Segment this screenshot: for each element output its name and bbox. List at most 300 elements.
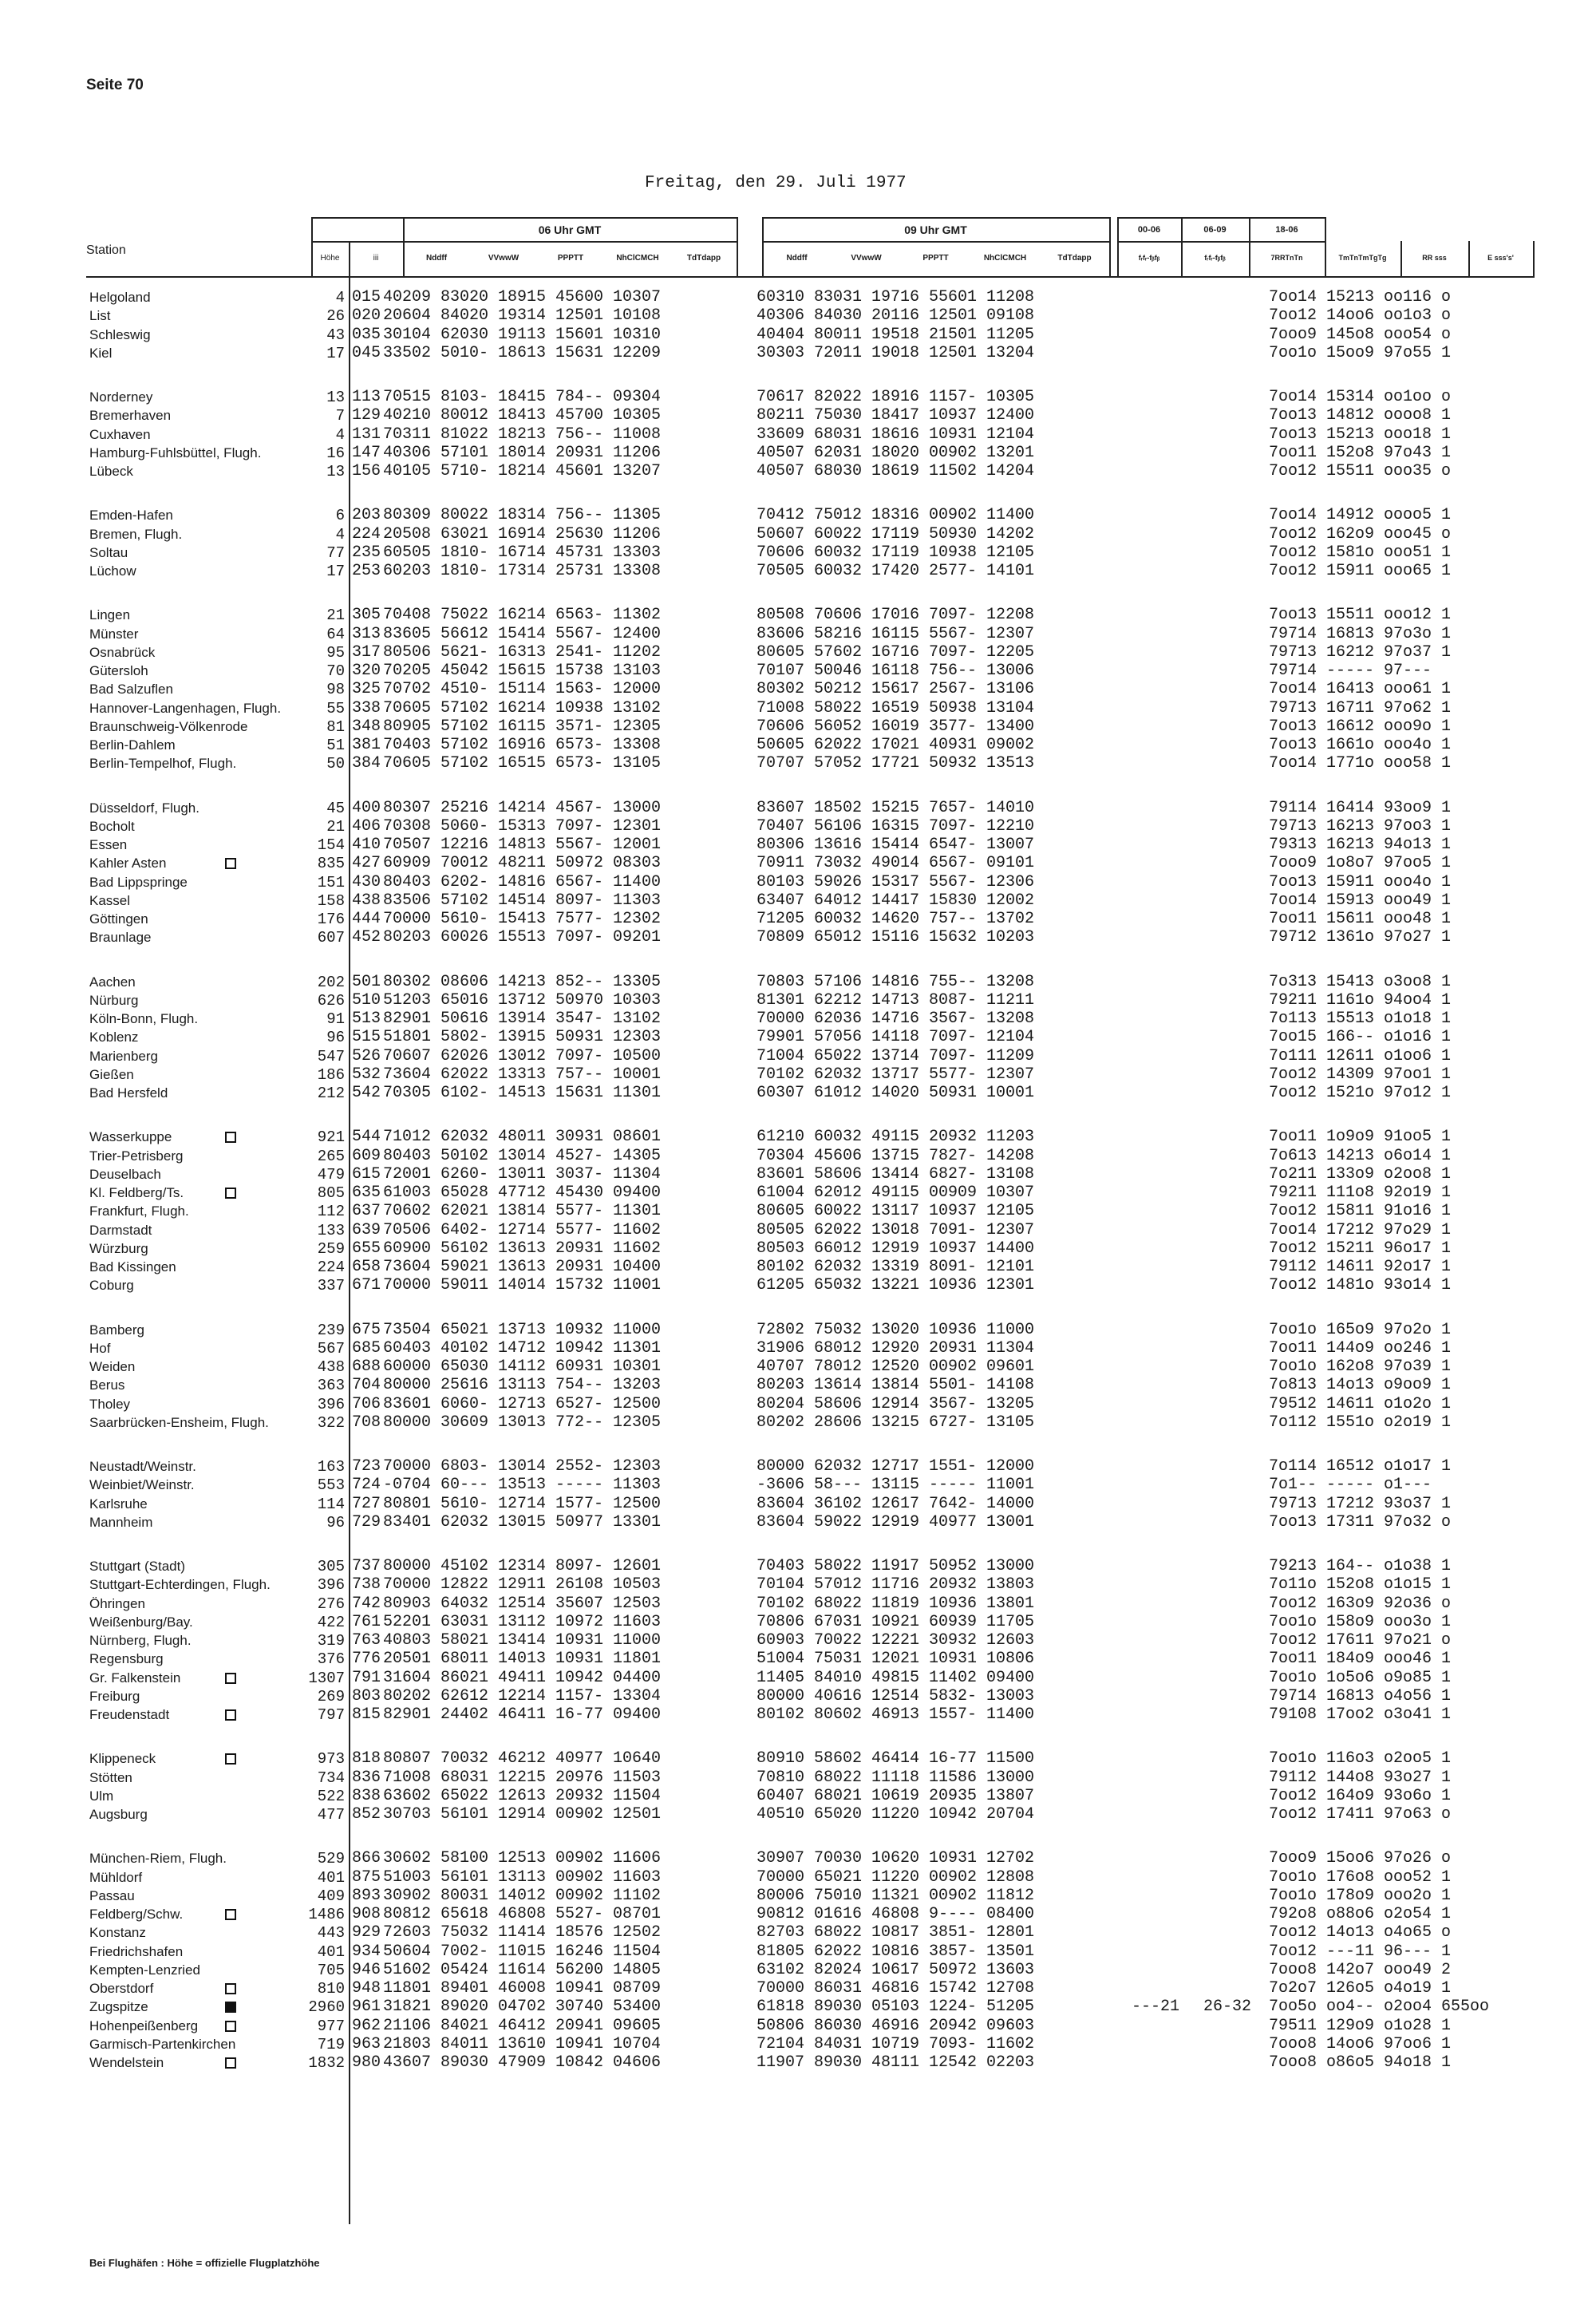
station-index: 348 xyxy=(352,717,381,736)
station-name: Karlsruhe xyxy=(89,1496,148,1512)
station-height: 239 xyxy=(317,1322,345,1339)
rr24-header: RR sss xyxy=(1422,254,1447,262)
station-index: 852 xyxy=(352,1805,381,1824)
station-name: Freudenstadt xyxy=(89,1707,170,1722)
obs-06-values: 21106 84021 46412 20941 09605 xyxy=(383,2017,662,2035)
station-index: 430 xyxy=(352,873,381,891)
station-name: Berlin-Tempelhof, Flugh. xyxy=(89,756,237,771)
extremes-values: 7o11o 152o8 o1o15 1 xyxy=(1269,1575,1452,1594)
obs-09-values: 70617 82022 18916 1157- 10305 xyxy=(757,388,1035,406)
station-name: Kassel xyxy=(89,893,131,908)
station-marker-icon xyxy=(225,1132,236,1143)
obs-09-values: 80103 59026 15317 5567- 12306 xyxy=(757,873,1035,891)
ff-change-2: 26-32 xyxy=(1203,1998,1252,2016)
station-marker-icon xyxy=(225,2057,236,2069)
obs-06-values: 51801 5802- 13915 50931 12303 xyxy=(383,1028,662,1046)
station-height: 95 xyxy=(326,644,345,662)
station-height: 224 xyxy=(317,1259,345,1276)
station-height: 98 xyxy=(326,681,345,698)
station-name: Köln-Bonn, Flugh. xyxy=(89,1011,199,1026)
obs-06-values: 80801 5610- 12714 1577- 12500 xyxy=(383,1495,662,1513)
station-height: 17 xyxy=(326,345,345,362)
obs-06-values: 73504 65021 13713 10932 11000 xyxy=(383,1321,662,1339)
extremes-values: 7oo1o 1o5o6 o9o85 1 xyxy=(1269,1669,1452,1687)
station-height: 319 xyxy=(317,1632,345,1650)
station-height: 2960 xyxy=(308,1998,345,2016)
station-height: 337 xyxy=(317,1277,345,1294)
obs-09-values: 30907 70030 10620 10931 12702 xyxy=(757,1849,1035,1867)
obs-09-values: 80605 60022 13117 10937 12105 xyxy=(757,1202,1035,1220)
station-name: List xyxy=(89,308,111,323)
obs-06-values: 70602 62021 13814 5577- 11301 xyxy=(383,1202,662,1220)
station-index: 532 xyxy=(352,1065,381,1084)
obs-06-values: 61003 65028 47712 45430 09400 xyxy=(383,1184,662,1202)
extremes-values: 7oo12 163o9 92o36 o xyxy=(1269,1595,1452,1613)
station-height: 176 xyxy=(317,911,345,928)
station-height: 396 xyxy=(317,1576,345,1594)
station-name: Neustadt/Weinstr. xyxy=(89,1459,196,1474)
hour-06-header: 06 Uhr GMT xyxy=(538,223,602,236)
obs-06-values: 30703 56101 12914 00902 12501 xyxy=(383,1805,662,1824)
obs-09-values: 80006 75010 11321 00902 11812 xyxy=(757,1887,1035,1905)
obs-09-values: 70104 57012 11716 20932 13803 xyxy=(757,1575,1035,1594)
extremes-values: 79511 129o9 o1o28 1 xyxy=(1269,2017,1452,2035)
obs-06-values: 51602 05424 11614 56200 14805 xyxy=(383,1961,662,1979)
obs-06-values: 40105 5710- 18214 45601 13207 xyxy=(383,462,662,480)
station-name: Trier-Petrisberg xyxy=(89,1148,184,1164)
obs-06-values: 33502 5010- 18613 15631 12209 xyxy=(383,344,662,362)
obs-09-values: 40507 62031 18020 00902 13201 xyxy=(757,444,1035,462)
period-06-09-header: 06-09 xyxy=(1203,225,1227,235)
station-name: Freiburg xyxy=(89,1689,140,1704)
extremes-values: 7oo5o oo4-- o2oo4 655oo xyxy=(1269,1998,1490,2016)
obs-09-values: 90812 01616 46808 9---- 08400 xyxy=(757,1905,1035,1923)
obs-09-values: 63102 82024 10617 50972 13603 xyxy=(757,1961,1035,1979)
obs-06-values: 51203 65016 13712 50970 10303 xyxy=(383,991,662,1010)
extremes-values: 7oo1o 178o9 ooo2o 1 xyxy=(1269,1887,1452,1905)
station-height: 55 xyxy=(326,700,345,717)
obs-09-values: 80204 58606 12914 3567- 13205 xyxy=(757,1395,1035,1413)
ff-change-1: ---21 xyxy=(1132,1998,1180,2016)
station-index: 406 xyxy=(352,817,381,836)
station-height: 45 xyxy=(326,800,345,817)
obs-06-values: 43607 89030 47909 10842 04606 xyxy=(383,2053,662,2072)
extremes-values: 7o613 14213 o6o14 1 xyxy=(1269,1147,1452,1165)
obs-09-values: 83604 36102 12617 7642- 14000 xyxy=(757,1495,1035,1513)
period-00-06-header: 00-06 xyxy=(1137,225,1161,235)
station-index: 708 xyxy=(352,1413,381,1432)
hoehe-header: Höhe xyxy=(320,254,340,263)
obs-09-values: 70806 67031 10921 60939 11705 xyxy=(757,1613,1035,1631)
extremes-values: 7o2o7 126o5 o4o19 1 xyxy=(1269,1979,1452,1998)
station-height: 443 xyxy=(317,1924,345,1942)
station-height: 734 xyxy=(317,1769,345,1787)
obs-09-values: 51004 75031 12021 10931 10806 xyxy=(757,1650,1035,1668)
obs-09-values: 70412 75012 18316 00902 11400 xyxy=(757,506,1035,524)
extremes-values: 7oo12 1581o ooo51 1 xyxy=(1269,543,1452,562)
station-height: 43 xyxy=(326,326,345,344)
station-height: 553 xyxy=(317,1476,345,1494)
station-name: Kl. Feldberg/Ts. xyxy=(89,1185,184,1200)
extremes-values: 7oo14 15913 ooo49 1 xyxy=(1269,891,1452,910)
obs-06-values: 83601 6060- 12713 6527- 12500 xyxy=(383,1395,662,1413)
tdapp-09-header: TdTdapp xyxy=(1057,254,1092,263)
extremes-values: 7oo11 144o9 oo246 1 xyxy=(1269,1339,1452,1358)
obs-06-values: 60909 70012 48211 50972 08303 xyxy=(383,854,662,872)
station-height: 797 xyxy=(317,1706,345,1724)
obs-06-values: 60900 56102 13613 20931 11602 xyxy=(383,1239,662,1258)
extremes-values: 79713 17212 93o37 1 xyxy=(1269,1495,1452,1513)
station-name: Helgoland xyxy=(89,290,151,305)
extremes-values: 7oo1o 165o9 97o2o 1 xyxy=(1269,1321,1452,1339)
station-index: 893 xyxy=(352,1887,381,1905)
obs-06-values: 80403 50102 13014 4527- 14305 xyxy=(383,1147,662,1165)
station-index: 235 xyxy=(352,543,381,562)
obs-06-values: 70000 6803- 13014 2552- 12303 xyxy=(383,1457,662,1476)
extremes-values: 7oo1o 176o8 ooo52 1 xyxy=(1269,1868,1452,1887)
obs-06-values: 51003 56101 13113 00902 11603 xyxy=(383,1868,662,1887)
obs-09-values: 33609 68031 18616 10931 12104 xyxy=(757,425,1035,444)
obs-09-values: 11907 89030 48111 12542 02203 xyxy=(757,2053,1035,2072)
obs-09-values: 80202 28606 13215 6727- 13105 xyxy=(757,1413,1035,1432)
station-marker-icon xyxy=(225,1909,236,1920)
station-height: 13 xyxy=(326,389,345,406)
obs-09-values: 70505 60032 17420 2577- 14101 xyxy=(757,562,1035,580)
extremes-values: 7o313 15413 o3oo8 1 xyxy=(1269,973,1452,991)
station-name: Münster xyxy=(89,626,139,642)
obs-09-values: 70403 58022 11917 50952 13000 xyxy=(757,1557,1035,1575)
station-index: 513 xyxy=(352,1010,381,1028)
station-name: Göttingen xyxy=(89,911,148,927)
station-name: Stuttgart-Echterdingen, Flugh. xyxy=(89,1577,271,1592)
station-height: 77 xyxy=(326,544,345,562)
obs-09-values: 61004 62012 49115 00909 10307 xyxy=(757,1184,1035,1202)
obs-06-values: 73604 59021 13613 20931 10400 xyxy=(383,1258,662,1276)
extremes-values: 7oo1o 116o3 o2oo5 1 xyxy=(1269,1749,1452,1768)
station-index: 452 xyxy=(352,928,381,947)
station-name: Essen xyxy=(89,837,128,852)
extremes-values: 7oo12 15511 ooo35 o xyxy=(1269,462,1452,480)
station-name: Berlin-Dahlem xyxy=(89,737,176,753)
obs-09-values: 82703 68022 10817 3851- 12801 xyxy=(757,1923,1035,1942)
obs-09-values: 80505 62022 13018 7091- 12307 xyxy=(757,1221,1035,1239)
obs-06-values: 80309 80022 18314 756-- 11305 xyxy=(383,506,662,524)
station-index: 542 xyxy=(352,1084,381,1102)
extremes-values: 7oo12 17611 97o21 o xyxy=(1269,1631,1452,1650)
station-height: 401 xyxy=(317,1869,345,1887)
station-height: 422 xyxy=(317,1614,345,1631)
station-index: 738 xyxy=(352,1575,381,1594)
station-index: 020 xyxy=(352,306,381,325)
obs-06-values: 70605 57102 16515 6573- 13105 xyxy=(383,754,662,773)
station-index: 313 xyxy=(352,625,381,643)
station-index: 224 xyxy=(352,525,381,543)
station-height: 363 xyxy=(317,1377,345,1394)
obs-06-values: 20604 84020 19314 12501 10108 xyxy=(383,306,662,325)
station-name: Hamburg-Fuhlsbüttel, Flugh. xyxy=(89,445,262,460)
obs-06-values: 83401 62032 13015 50977 13301 xyxy=(383,1513,662,1531)
station-height: 70 xyxy=(326,662,345,680)
obs-06-values: 30602 58100 12513 00902 11606 xyxy=(383,1849,662,1867)
extremes-values: 79714 16813 97o3o 1 xyxy=(1269,625,1452,643)
station-height: 163 xyxy=(317,1458,345,1476)
extremes-values: 7o813 14o13 o9oo9 1 xyxy=(1269,1376,1452,1394)
station-index: 929 xyxy=(352,1923,381,1942)
extremes-values: 79114 16414 93oo9 1 xyxy=(1269,799,1452,817)
station-index: 962 xyxy=(352,2017,381,2035)
period-18-06-header: 18-06 xyxy=(1275,225,1298,235)
extremes-values: 7oo12 164o9 93o6o 1 xyxy=(1269,1787,1452,1805)
obs-09-values: 70107 50046 16118 756-- 13006 xyxy=(757,662,1035,680)
station-index: 637 xyxy=(352,1202,381,1220)
station-name: Lüchow xyxy=(89,563,136,579)
extremes-values: 7oo13 15911 ooo4o 1 xyxy=(1269,873,1452,891)
station-name: Braunschweig-Völkenrode xyxy=(89,719,248,734)
extremes-values: 7oo14 14912 oooo5 1 xyxy=(1269,506,1452,524)
nddff-09-header: Nddff xyxy=(786,254,808,263)
extremes-values: 7oo12 14o13 o4o65 o xyxy=(1269,1923,1452,1942)
obs-06-values: 71008 68031 12215 20976 11503 xyxy=(383,1769,662,1787)
obs-06-values: 83506 57102 14514 8097- 11303 xyxy=(383,891,662,910)
station-height: 835 xyxy=(317,855,345,872)
station-height: 6 xyxy=(335,507,345,524)
station-name: Stuttgart (Stadt) xyxy=(89,1559,185,1574)
extremes-values: 79213 164-- o1o38 1 xyxy=(1269,1557,1452,1575)
obs-09-values: 70911 73032 49014 6567- 09101 xyxy=(757,854,1035,872)
station-height: 64 xyxy=(326,626,345,643)
station-index: 818 xyxy=(352,1749,381,1768)
station-name: Lingen xyxy=(89,607,131,622)
station-marker-icon xyxy=(225,1983,236,1994)
station-index: 381 xyxy=(352,736,381,754)
station-index: 685 xyxy=(352,1339,381,1358)
station-index: 427 xyxy=(352,854,381,872)
station-height: 265 xyxy=(317,1148,345,1165)
extremes-values: 7oo13 1661o ooo4o 1 xyxy=(1269,736,1452,754)
obs-06-values: 80403 6202- 14816 6567- 11400 xyxy=(383,873,662,891)
station-name: Passau xyxy=(89,1888,135,1903)
extremes-values: 79313 16213 94o13 1 xyxy=(1269,836,1452,854)
extremes-values: 79512 14611 o1o2o 1 xyxy=(1269,1395,1452,1413)
obs-06-values: 82901 24402 46411 16-77 09400 xyxy=(383,1705,662,1724)
station-index: 131 xyxy=(352,425,381,444)
extremes-values: 7oo11 15611 ooo48 1 xyxy=(1269,910,1452,928)
station-name: Nürnberg, Flugh. xyxy=(89,1633,192,1648)
station-index: 147 xyxy=(352,444,381,462)
header-rule xyxy=(1117,241,1326,243)
station-height: 401 xyxy=(317,1943,345,1961)
obs-06-values: 30902 80031 14012 00902 11102 xyxy=(383,1887,662,1905)
obs-06-values: 80307 25216 14214 4567- 13000 xyxy=(383,799,662,817)
station-name: Emden-Hafen xyxy=(89,508,173,523)
obs-09-values: 50806 86030 46916 20942 09603 xyxy=(757,2017,1035,2035)
station-height: 112 xyxy=(317,1203,345,1220)
station-height: 4 xyxy=(335,526,345,543)
obs-06-values: 70506 6402- 12714 5577- 11602 xyxy=(383,1221,662,1239)
ppptt-06-header: PPPTT xyxy=(557,254,584,263)
obs-09-values: 70606 60032 17119 10938 12105 xyxy=(757,543,1035,562)
station-index: 763 xyxy=(352,1631,381,1650)
station-index: 729 xyxy=(352,1513,381,1531)
station-height: 91 xyxy=(326,1010,345,1028)
station-index: 320 xyxy=(352,662,381,680)
station-marker-icon xyxy=(225,1673,236,1684)
station-index: 866 xyxy=(352,1849,381,1867)
station-index: 400 xyxy=(352,799,381,817)
station-name: Nürburg xyxy=(89,993,139,1008)
obs-09-values: 60310 83031 19716 55601 11208 xyxy=(757,288,1035,306)
extremes-values: 7o114 16512 o1o17 1 xyxy=(1269,1457,1452,1476)
obs-06-values: 60505 1810- 16714 45731 13303 xyxy=(383,543,662,562)
extremes-values: 7oo12 15211 96o17 1 xyxy=(1269,1239,1452,1258)
station-name: München-Riem, Flugh. xyxy=(89,1851,227,1866)
station-name: Weiden xyxy=(89,1359,136,1374)
obs-06-values: 40210 80012 18413 45700 10305 xyxy=(383,406,662,425)
station-height: 133 xyxy=(317,1222,345,1239)
obs-09-values: 70810 68022 11118 11586 13000 xyxy=(757,1769,1035,1787)
obs-09-values: 70000 62036 14716 3567- 13208 xyxy=(757,1010,1035,1028)
obs-06-values: 70605 57102 16214 10938 13102 xyxy=(383,699,662,717)
obs-06-values: 80903 64032 12514 35607 12503 xyxy=(383,1595,662,1613)
obs-06-values: 31821 89020 04702 30740 53400 xyxy=(383,1998,662,2016)
station-height: 21 xyxy=(326,818,345,836)
station-name: Deuselbach xyxy=(89,1167,161,1182)
station-name: Wendelstein xyxy=(89,2055,164,2070)
station-name: Kempten-Lenzried xyxy=(89,1962,200,1978)
station-index: 305 xyxy=(352,606,381,624)
obs-09-values: 60307 61012 14020 50931 10001 xyxy=(757,1084,1035,1102)
obs-09-values: 70102 62032 13717 5577- 12307 xyxy=(757,1065,1035,1084)
station-name: Feldberg/Schw. xyxy=(89,1907,184,1922)
obs-06-values: 80000 30609 13013 772-- 12305 xyxy=(383,1413,662,1432)
station-index: 113 xyxy=(352,388,381,406)
obs-06-values: 70607 62026 13012 7097- 10500 xyxy=(383,1047,662,1065)
station-height: 151 xyxy=(317,874,345,891)
obs-06-values: 40803 58021 13414 10931 11000 xyxy=(383,1631,662,1650)
obs-09-values: 83606 58216 16115 5567- 12307 xyxy=(757,625,1035,643)
obs-06-values: 70305 6102- 14513 15631 11301 xyxy=(383,1084,662,1102)
extremes-values: 79108 17oo2 o3o41 1 xyxy=(1269,1705,1452,1724)
obs-09-values: 80503 66012 12919 10937 14400 xyxy=(757,1239,1035,1258)
station-height: 26 xyxy=(326,307,345,325)
obs-06-values: 21803 84011 13610 10941 10704 xyxy=(383,2035,662,2053)
extremes-values: 7ooo9 145o8 ooo54 o xyxy=(1269,326,1452,344)
obs-09-values: 70407 56106 16315 7097- 12210 xyxy=(757,817,1035,836)
station-index: 934 xyxy=(352,1942,381,1961)
station-name: Öhringen xyxy=(89,1596,145,1611)
column-rule xyxy=(1109,217,1111,278)
station-index: 609 xyxy=(352,1147,381,1165)
station-name: Weißenburg/Bay. xyxy=(89,1614,193,1630)
station-height: 522 xyxy=(317,1788,345,1805)
station-header: Station xyxy=(86,243,126,257)
extremes-values: 7oo13 16612 ooo9o 1 xyxy=(1269,717,1452,736)
station-name: Hohenpeißenberg xyxy=(89,2018,199,2033)
station-height: 96 xyxy=(326,1514,345,1531)
station-name: Ulm xyxy=(89,1788,114,1804)
obs-06-values: 70000 5610- 15413 7577- 12302 xyxy=(383,910,662,928)
extremes-values: 7oo15 166-- o1o16 1 xyxy=(1269,1028,1452,1046)
station-index: 129 xyxy=(352,406,381,425)
station-index: 742 xyxy=(352,1595,381,1613)
extremes-values: 7oo14 1771o ooo58 1 xyxy=(1269,754,1452,773)
vvwww-06-header: VVwwW xyxy=(488,254,519,263)
obs-06-values: 80905 57102 16115 3571- 12305 xyxy=(383,717,662,736)
obs-06-values: -0704 60--- 13513 ----- 11303 xyxy=(383,1476,662,1494)
station-height: 1832 xyxy=(308,2054,345,2072)
station-index: 384 xyxy=(352,754,381,773)
obs-06-values: 20508 63021 16914 25630 11206 xyxy=(383,525,662,543)
station-height: 202 xyxy=(317,974,345,991)
station-index: 338 xyxy=(352,699,381,717)
station-height: 973 xyxy=(317,1750,345,1768)
extremes-values: 79714 ----- 97--- xyxy=(1269,662,1432,680)
station-index: 544 xyxy=(352,1128,381,1146)
obs-06-values: 40209 83020 18915 45600 10307 xyxy=(383,288,662,306)
station-name: Gießen xyxy=(89,1067,134,1082)
extremes-values: 7ooo8 142o7 ooo49 2 xyxy=(1269,1961,1452,1979)
station-name: Darmstadt xyxy=(89,1223,152,1238)
station-name: Bremen, Flugh. xyxy=(89,527,183,542)
extremes-values: 7oo12 17411 97o63 o xyxy=(1269,1805,1452,1824)
station-index: 045 xyxy=(352,344,381,362)
station-height: 7 xyxy=(335,407,345,425)
station-index: 410 xyxy=(352,836,381,854)
station-height: 479 xyxy=(317,1166,345,1184)
obs-06-values: 40306 57101 18014 20931 11206 xyxy=(383,444,662,462)
station-index: 203 xyxy=(352,506,381,524)
station-name: Weinbiet/Weinstr. xyxy=(89,1477,195,1492)
extremes-values: 7oo14 15314 oo1oo o xyxy=(1269,388,1452,406)
obs-09-values: 31906 68012 12920 20931 11304 xyxy=(757,1339,1035,1358)
station-name: Garmisch-Partenkirchen xyxy=(89,2037,236,2052)
page-title: Freitag, den 29. Juli 1977 xyxy=(645,174,907,192)
obs-06-values: 60203 1810- 17314 25731 13308 xyxy=(383,562,662,580)
station-name: Kahler Asten xyxy=(89,856,167,871)
station-index: 688 xyxy=(352,1358,381,1376)
extremes-values: 7oo1o 162o8 97o39 1 xyxy=(1269,1358,1452,1376)
station-index: 317 xyxy=(352,643,381,662)
station-index: 706 xyxy=(352,1395,381,1413)
station-index: 724 xyxy=(352,1476,381,1494)
station-height: 50 xyxy=(326,755,345,773)
extremes-values: 79211 111o8 92o19 1 xyxy=(1269,1184,1452,1202)
vvwww-09-header: VVwwW xyxy=(851,254,882,263)
temp-header: TmTnTmTgTg xyxy=(1338,254,1387,262)
station-name: Berus xyxy=(89,1377,125,1393)
extremes-values: 7oo12 1481o 93o14 1 xyxy=(1269,1276,1452,1294)
obs-09-values: 70000 86031 46816 15742 12708 xyxy=(757,1979,1035,1998)
station-index: 946 xyxy=(352,1961,381,1979)
obs-09-values: 50607 60022 17119 50930 14202 xyxy=(757,525,1035,543)
station-name: Hannover-Langenhagen, Flugh. xyxy=(89,701,282,716)
obs-09-values: 80000 62032 12717 1551- 12000 xyxy=(757,1457,1035,1476)
station-marker-icon xyxy=(225,1188,236,1199)
page-number: Seite 70 xyxy=(86,77,144,93)
extremes-values: 7oo11 184o9 ooo46 1 xyxy=(1269,1650,1452,1668)
obs-06-values: 80807 70032 46212 40977 10640 xyxy=(383,1749,662,1768)
header-rule xyxy=(311,241,737,243)
station-index: 035 xyxy=(352,326,381,344)
station-height: 1307 xyxy=(308,1670,345,1687)
column-rule xyxy=(1533,241,1535,276)
obs-09-values: 79901 57056 14118 7097- 12104 xyxy=(757,1028,1035,1046)
station-name: Schleswig xyxy=(89,327,151,342)
obs-06-values: 30104 62030 19113 15601 10310 xyxy=(383,326,662,344)
obs-09-values: 11405 84010 49815 11402 09400 xyxy=(757,1669,1035,1687)
obs-09-values: 80211 75030 18417 10937 12400 xyxy=(757,406,1035,425)
obs-06-values: 70000 59011 14014 15732 11001 xyxy=(383,1276,662,1294)
